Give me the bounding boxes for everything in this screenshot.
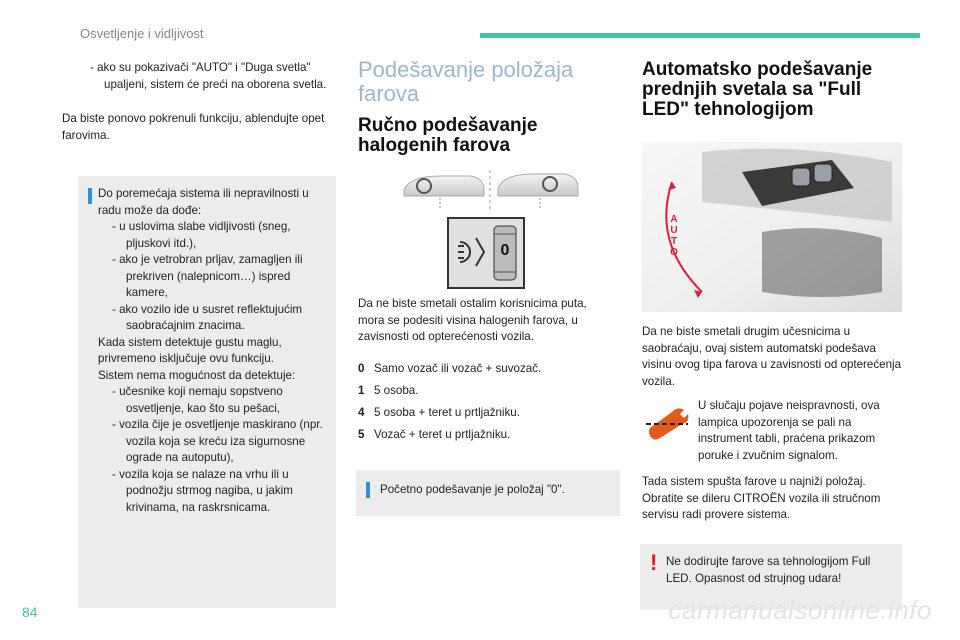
header-title: Osvetljenje i vidljivost bbox=[80, 26, 204, 41]
note-bullet: - ako je vetrobran prljav, zamagljen ili prekriven (nalepnicom…) ispred kamere, bbox=[112, 253, 303, 299]
note-bullet: - učesnike koji nemaju sopstveno osvetljenje, kao što su pešaci, bbox=[112, 385, 283, 415]
headlamp-paragraph: Da ne biste smetali ostalim korisnicima puta, mora se podesiti visina halogenih farova, u zavisnosti od opterećenosti vozila. bbox=[358, 297, 587, 343]
headlamp-image bbox=[642, 142, 902, 312]
note-bullet: - vozila čije je osvetljenje maskirano (npr. vozila koja se kreću iza sigurnosne ograde na autoputu), bbox=[112, 418, 323, 464]
page-number: 84 bbox=[22, 604, 38, 620]
note-bullet: - ako vozilo ide u susret reflektujućim saobraćajnim znacima. bbox=[112, 302, 303, 332]
caution-text: Ne dodirujte farove sa tehnologijom Full LED. Opasnost od strujnog udara! bbox=[666, 555, 871, 585]
positions-list bbox=[358, 361, 608, 443]
auto-letter: A bbox=[670, 214, 678, 225]
caution-icon: ! bbox=[650, 550, 658, 575]
position-desc: 5 osoba + teret u prtljažniku. bbox=[374, 406, 520, 419]
position-desc: 5 osoba. bbox=[374, 384, 419, 397]
position-key: 0 bbox=[358, 362, 365, 375]
auto-leveling-paragraph: Da ne biste smetali drugim učesnicima u saobraćaju, ovaj sistem automatski podešava visinu ovog tipa farova u zavisnosti od opterećenja vozila. bbox=[642, 325, 902, 388]
car-tilt-icon bbox=[400, 166, 600, 296]
position-key: 4 bbox=[358, 406, 365, 419]
auto-letter: U bbox=[670, 225, 678, 236]
dial-value: 0 bbox=[500, 242, 510, 259]
position-desc: Vozač + teret u prtljažniku. bbox=[374, 428, 511, 441]
position-row bbox=[358, 383, 608, 399]
note-line2: Kada sistem detektuje gustu maglu, privremeno isključuje ovu funkciju. bbox=[98, 335, 282, 365]
note-info-bar bbox=[88, 188, 92, 204]
auto-letter: T bbox=[670, 236, 678, 247]
header-accent-bar bbox=[480, 33, 920, 38]
note-content bbox=[98, 186, 324, 516]
position-row bbox=[358, 405, 608, 421]
auto-label bbox=[668, 214, 680, 258]
section-title-auto-led: Automatsko podešavanje prednjih svetala sa "Full LED" tehnologijom bbox=[642, 59, 873, 120]
section-subtitle-manual: Ručno podešavanje halogenih farova bbox=[358, 115, 538, 156]
watermark: carmanualsonline.info bbox=[668, 595, 932, 625]
position-row bbox=[358, 361, 608, 377]
wrench-icon bbox=[642, 404, 692, 444]
position-desc: Samo vozač ili vozač + suvozač. bbox=[374, 362, 542, 375]
restart-paragraph: Da biste ponovo pokrenuli funkciju, ablendujte opet farovima. bbox=[62, 112, 325, 142]
position-key: 1 bbox=[358, 384, 365, 397]
note-line3: Sistem nema mogućnost da detektuje: bbox=[98, 368, 296, 382]
position-row bbox=[358, 427, 608, 443]
note-bullet: - vozila koja se nalaze na vrhu ili u podnožju strmog nagiba, u jakim krivinama, na raskrsnicama. bbox=[112, 467, 293, 514]
initial-setting-note: Početno podešavanje je položaj "0". bbox=[380, 483, 565, 496]
section-title-headlamp-adjust: Podešavanje položaja farova bbox=[358, 57, 574, 106]
note-line1: Do poremećaja sistema ili nepravilnosti u radu može da dođe: bbox=[98, 187, 309, 217]
headlamp-level-illustration bbox=[400, 166, 600, 296]
system-lowers-paragraph: Tada sistem spušta farove u najniži položaj. Obratite se dileru CITROËN vozila ili stručnom servisu radi provere sistema. bbox=[642, 475, 881, 521]
col1-note-box bbox=[78, 176, 336, 608]
note-info-bar bbox=[366, 482, 370, 498]
intro-bullet: - ako su pokazivači "AUTO" i "Duga svetla" upaljeni, sistem će preći na oborena svetla. bbox=[90, 61, 327, 91]
note-bullet: - u uslovima slabe vidljivosti (sneg, pljuskovi itd.), bbox=[112, 220, 291, 250]
col2-note-box bbox=[356, 470, 620, 516]
position-key: 5 bbox=[358, 428, 365, 441]
auto-letter: O bbox=[670, 247, 678, 258]
led-headlamp-photo bbox=[642, 142, 902, 312]
warning-lamp-text: U slučaju pojave neispravnosti, ova lampica upozorenja se pali na instrument tabli, praćena prikazom poruke i zvučnim signalom. bbox=[698, 399, 880, 462]
wrench-warning-icon bbox=[642, 404, 692, 444]
col1 bbox=[62, 60, 336, 144]
